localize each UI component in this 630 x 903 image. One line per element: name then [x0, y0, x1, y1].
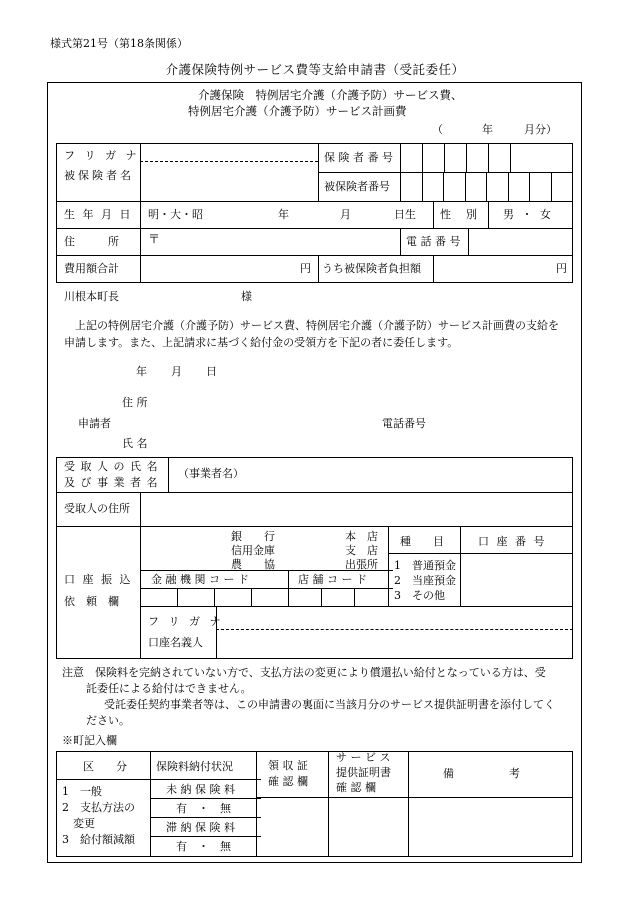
applicant-label: 申請者 [78, 417, 111, 430]
branch-code-cell-divider [321, 588, 322, 606]
receipt-header-1: 領 収 証 [268, 759, 308, 772]
arrears-yn: 有 ・ 無 [176, 840, 231, 853]
bank-type-3: 農 協 [231, 558, 275, 571]
applicant-address: 住 所 [122, 396, 148, 409]
insurer-number-cell-divider [510, 143, 511, 172]
period-month: 月分） [524, 123, 557, 136]
receipt-header-2: 確 認 欄 [268, 775, 308, 788]
request-body: 上記の特例居宅介護（介護予防）サービス費、特例居宅介護（介護予防）サービス計画費の支給を申請します。また、上記請求に基づく給付金の受領方を下記の者に委任します。 [64, 319, 559, 350]
birth-day: 日生 [394, 208, 416, 221]
institution-code-cell-divider [214, 588, 215, 606]
unpaid-yn: 有 ・ 無 [176, 802, 231, 815]
payee-address-label: 受取人の住所 [64, 502, 130, 515]
postal-mark: 〒 [148, 232, 161, 246]
service-header-2: 提供証明書 [336, 766, 391, 779]
period-year: 年 [482, 123, 493, 136]
service-header-3: 確 認 欄 [336, 781, 376, 794]
holder-label: 口座名義人 [148, 636, 203, 649]
bank-type-1: 銀 行 [231, 530, 275, 543]
insured-number-cell-divider [465, 172, 466, 201]
total-cost-label: 費用額合計 [64, 262, 119, 275]
insurer-number-cell-divider [444, 143, 445, 172]
payee-name-label-1: 受 取 人 の 氏 名 [64, 460, 159, 473]
applicant-phone: 電話番号 [382, 417, 426, 430]
account-type-label: 種 目 [400, 535, 444, 548]
institution-code-label: 金 融 機 関 コ ー ド [151, 573, 249, 586]
insurer-number-cell-divider [488, 143, 489, 172]
bank-type-2: 信用金庫 [231, 544, 275, 557]
honorific: 様 [241, 290, 252, 303]
bank-label-1: 口 座 振 込 [64, 573, 133, 586]
insurer-number-cell-divider [466, 143, 467, 172]
form-number: 様式第21号（第18条関係） [50, 37, 188, 50]
account-option-2[interactable]: 2 当座預金 [394, 574, 456, 587]
institution-code-cell-divider [177, 588, 178, 606]
business-name: （事業者名） [178, 467, 244, 480]
note-1b: 託委任による給付はできません。 [86, 682, 252, 695]
form-frame [47, 82, 582, 863]
insurer-number-label: 保 険 者 番 号 [324, 151, 393, 164]
unpaid-label: 未 納 保 険 料 [166, 783, 235, 796]
holder-furigana-label: フ リ ガ ナ [148, 615, 224, 628]
request-day: 日 [206, 365, 217, 378]
category-3: 3 給付額減額 [62, 833, 135, 846]
subtitle-line2: 特例居宅介護（介護予防）サービス計画費 [188, 104, 407, 118]
request-year: 年 [136, 365, 147, 378]
branch-code-cell-divider [354, 588, 355, 606]
request-month: 月 [171, 365, 182, 378]
branch-type-1: 本 店 [345, 530, 378, 543]
bank-label-2: 依 頼 欄 [64, 595, 119, 608]
subtitle-line1: 介護保険 特例居宅介護（介護予防）サービス費、 [198, 88, 463, 102]
payment-status-header: 保険料納付状況 [156, 760, 233, 773]
insurer-number-cell-divider [422, 143, 423, 172]
payee-name-label-2: 及 び 事 業 者 名 [64, 476, 159, 489]
insured-number-cell-divider [551, 172, 552, 201]
category-header: 区 分 [83, 760, 127, 773]
branch-type-3: 出張所 [345, 558, 378, 571]
self-pay-label: うち被保険者負担額 [322, 262, 421, 275]
account-option-3[interactable]: 3 その他 [394, 589, 445, 602]
address-label: 住 所 [64, 235, 119, 248]
account-number-label: 口 座 番 号 [478, 535, 547, 548]
insured-number-cell-divider [422, 172, 423, 201]
furigana-label: フ リ ガ ナ [64, 149, 140, 162]
sex-options[interactable]: 男 ・ 女 [503, 208, 553, 221]
applicant-name: 氏 名 [122, 437, 148, 450]
birth-year: 年 [278, 208, 289, 221]
period-open: （ [432, 123, 443, 136]
insured-name-label: 被保険者名 [64, 169, 134, 182]
remarks-header: 備 考 [443, 767, 520, 780]
era-options[interactable]: 明・大・昭 [148, 208, 203, 221]
total-cost-yen: 円 [300, 262, 311, 275]
note-2b: ださい。 [86, 714, 130, 727]
note-1a: 注意 保険料を完納されていない方で、支払方法の変更により償還払い給付となっている方は、受 [62, 666, 546, 679]
category-2b: 変更 [62, 817, 95, 830]
mayor-label: 川根本町長 [64, 290, 119, 303]
sex-label: 性 別 [440, 208, 479, 221]
office-label: ※町記入欄 [62, 734, 117, 747]
account-option-1[interactable]: 1 普通預金 [394, 559, 456, 572]
note-2a: 受託委任契約事業者等は、この申請書の裏面に当該月分のサービス提供証明書を添付してく [104, 698, 555, 711]
institution-code-cell-divider [251, 588, 252, 606]
insured-number-cell-divider [443, 172, 444, 201]
birth-month: 月 [340, 208, 351, 221]
service-header-1: サ ー ビ ス [336, 751, 391, 764]
phone-label: 電 話 番 号 [406, 235, 461, 248]
birthdate-label: 生 年 月 日 [64, 208, 133, 221]
branch-code-label: 店 舗 コ ー ド [298, 573, 367, 586]
insured-number-label: 被保険者番号 [324, 180, 390, 193]
branch-type-2: 支 店 [345, 544, 378, 557]
category-2: 2 支払方法の [62, 801, 135, 814]
self-pay-yen: 円 [556, 262, 567, 275]
arrears-label: 滞 納 保 険 料 [166, 821, 235, 834]
category-1: 1 一般 [62, 785, 102, 798]
insured-number-cell-divider [529, 172, 530, 201]
insured-number-cell-divider [486, 172, 487, 201]
insured-number-cell-divider [508, 172, 509, 201]
form-title: 介護保険特例サービス費等支給申請書（受託委任） [165, 62, 465, 77]
